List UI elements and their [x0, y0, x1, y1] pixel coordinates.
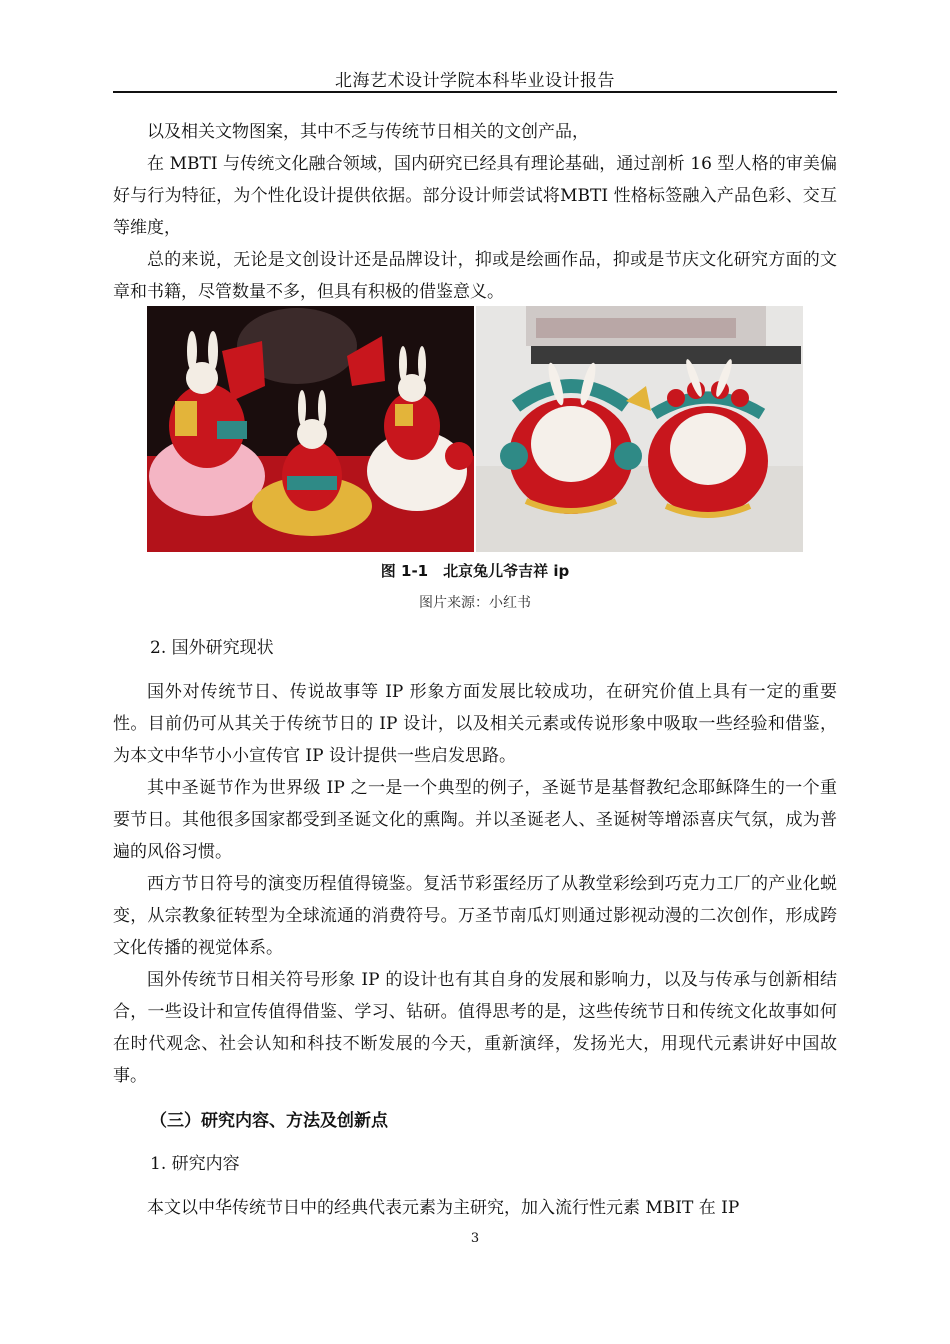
page-header: 北海艺术设计学院本科毕业设计报告: [335, 71, 615, 91]
body-paragraph: 在 MBTI 与传统文化融合领域，国内研究已经具有理论基础，通过剖析 16 型人格的审美偏好与行为特征，为个性化设计提供依据。部分设计师尝试将MBTI 性格标签融入产品色彩、交互等维度，: [113, 154, 837, 238]
section-heading: 2. 国外研究现状: [150, 638, 274, 658]
figure-rabbit-god-photos: [147, 306, 803, 552]
figure-caption: 图 1-1 北京兔儿爷吉祥 ip: [380, 562, 570, 580]
body-paragraph: 本文以中华传统节日中的经典代表元素为主研究，加入流行性元素 MBIT 在 IP: [147, 1198, 740, 1218]
body-paragraph: 国外对传统节日、传说故事等 IP 形象方面发展比较成功，在研究价值上具有一定的重要性。目前仍可从其关于传统节日的 IP 设计，以及相关元素或传说形象中吸取一些经验和借鉴，为本文中华节小小宣传官 IP 设计提供一些启发思路。: [113, 682, 837, 766]
photo-rabbit-round-figurines: [476, 306, 803, 552]
body-paragraph: 西方节日符号的演变历程值得镜鉴。复活节彩蛋经历了从教堂彩绘到巧克力工厂的产业化蜕变，从宗教象征转型为全球流通的消费符号。万圣节南瓜灯则通过影视动漫的二次创作，形成跨文化传播的视觉体系。: [113, 874, 837, 958]
body-paragraph: 以及相关文物图案，其中不乏与传统节日相关的文创产品，: [147, 122, 589, 142]
header-divider: [113, 91, 837, 93]
section-heading-bold: （三）研究内容、方法及创新点: [150, 1111, 388, 1131]
photo-rabbit-figurines-red: [147, 306, 474, 552]
subsection-heading: 1. 研究内容: [150, 1154, 240, 1174]
body-paragraph: 其中圣诞节作为世界级 IP 之一是一个典型的例子，圣诞节是基督教纪念耶稣降生的一个重要节日。其他很多国家都受到圣诞文化的熏陶。并以圣诞老人、圣诞树等增添喜庆气氛，成为普遍的风俗习惯。: [113, 778, 837, 862]
body-paragraph: 国外传统节日相关符号形象 IP 的设计也有其自身的发展和影响力，以及与传承与创新相结合，一些设计和宣传值得借鉴、学习、钻研。值得思考的是，这些传统节日和传统文化故事如何在时代观念、社会认知和科技不断发展的今天，重新演绎，发扬光大，用现代元素讲好中国故事。: [113, 970, 837, 1086]
body-paragraph: 总的来说，无论是文创设计还是品牌设计，抑或是绘画作品，抑或是节庆文化研究方面的文章和书籍，尽管数量不多，但具有积极的借鉴意义。: [113, 250, 837, 302]
figure-source: 图片来源：小红书: [419, 595, 531, 611]
page-number: 3: [470, 1231, 480, 1246]
